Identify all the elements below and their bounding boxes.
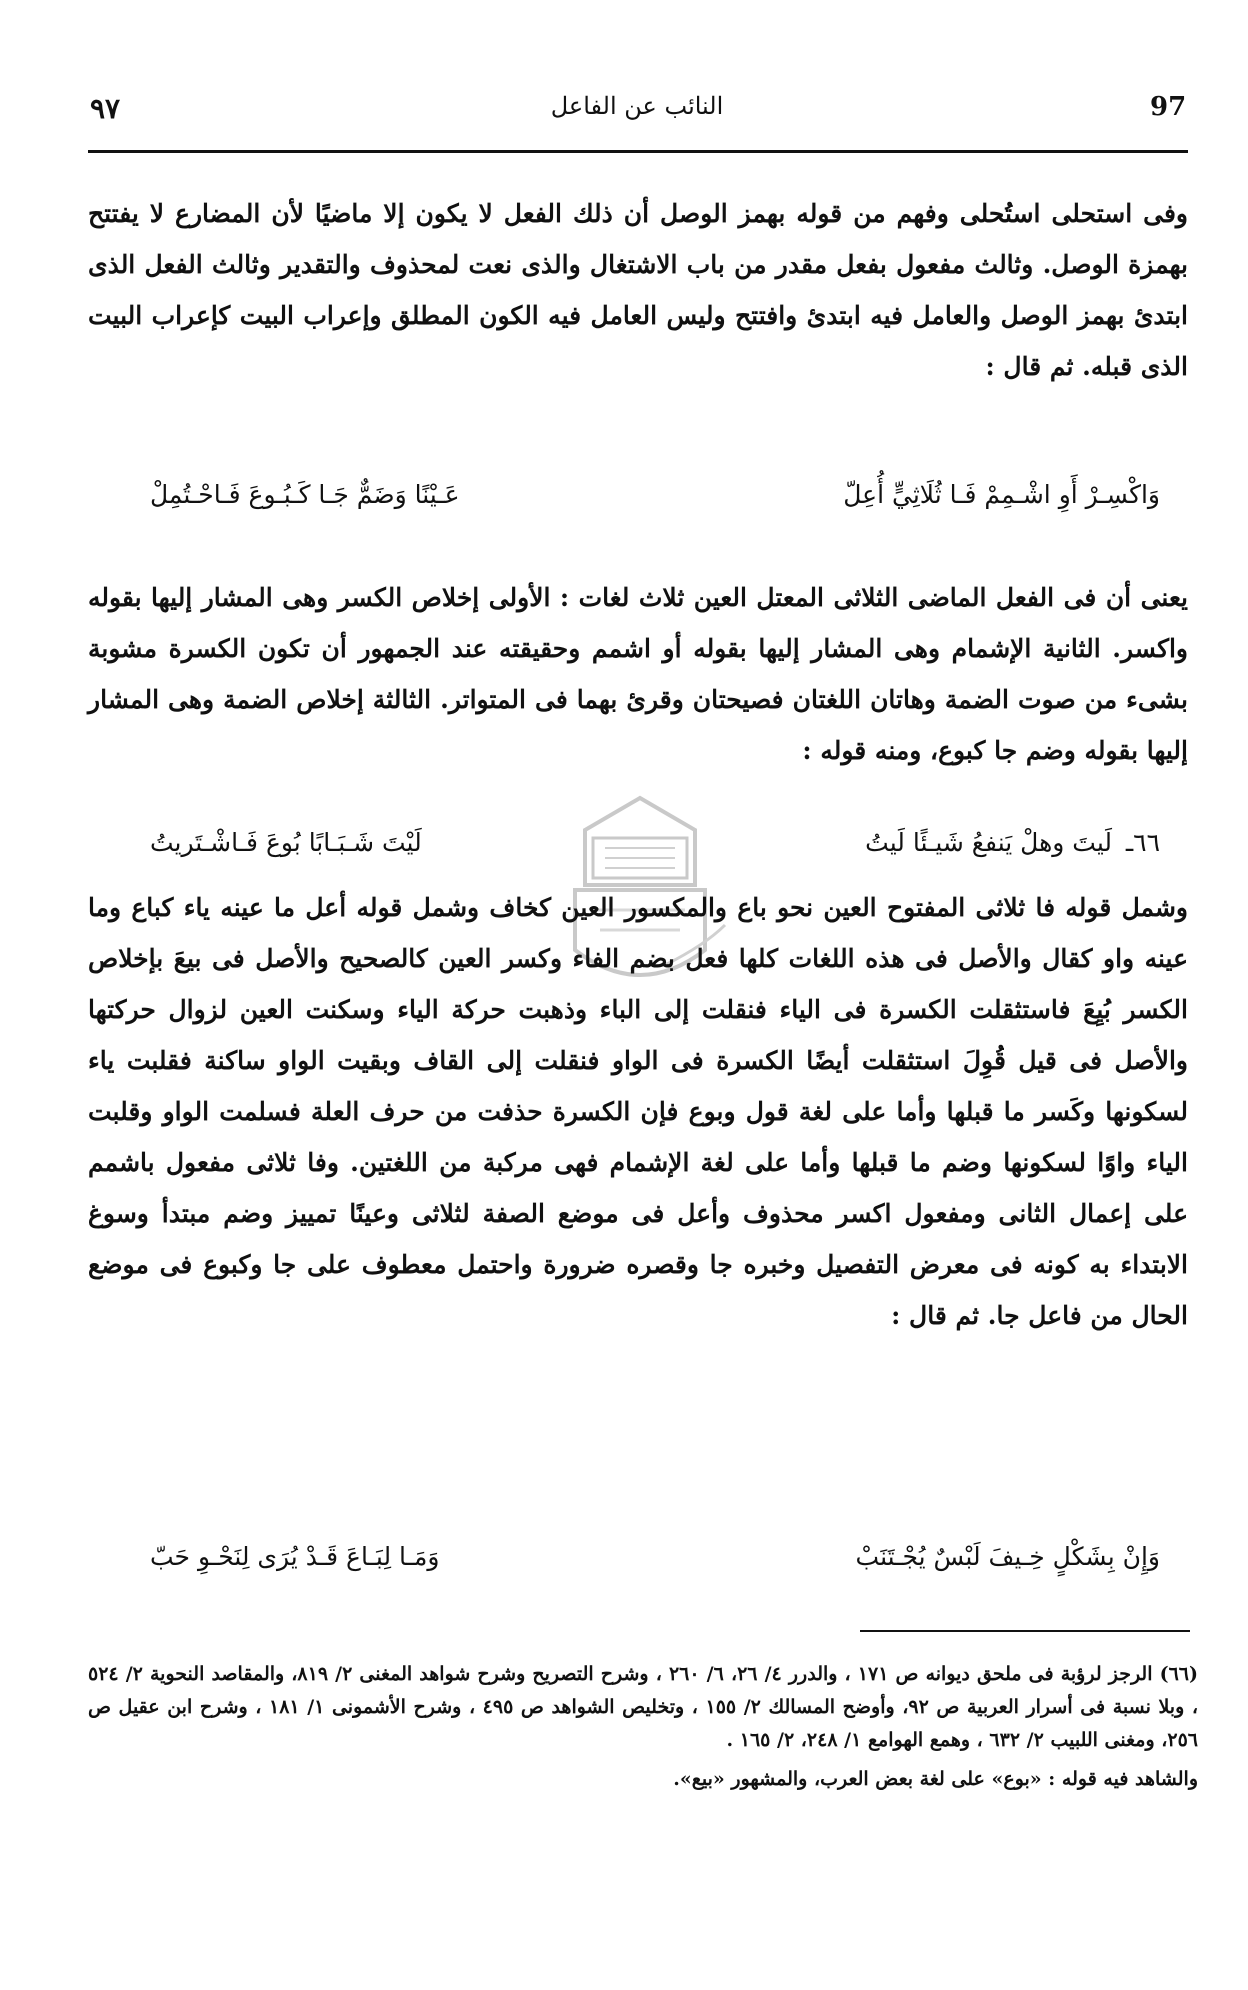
verse-number: ٦٦ـ xyxy=(1125,828,1160,857)
verse-line xyxy=(150,1542,1160,1592)
verse-first-hemistich: لَيتَ وهلْ يَنفعُ شَيـئًا لَيتُ xyxy=(865,828,1112,857)
running-header xyxy=(90,92,1187,132)
verse-first-hemistich: وَإِنْ بِشَكْلٍ خِـيفَ لَبْسٌ يُجْـتَنَبْ xyxy=(855,1542,1160,1571)
verse-second-hemistich: عَـيْنًا وَضَمٌّ جَـا كَـبُـوعَ فَـاحْـتُمِلْ xyxy=(150,480,460,509)
verse-first-hemistich: وَاكْسِـرْ أَوِ اشْـمِمْ فَـا ثُلَاثِيٍّ أُعِلّ xyxy=(843,480,1160,509)
verse-second-hemistich: وَمَـا لِبَـاعَ قَـدْ يُرَى لِنَحْـوِ حَبّ xyxy=(150,1542,440,1571)
verse-second-hemistich: لَيْتَ شَـبَـابًا بُوعَ فَـاشْـتَريتُ xyxy=(150,828,422,857)
page-number-arabic: ٩٧ xyxy=(90,92,121,125)
paragraph: وفى استحلى استُحلى وفهم من قوله بهمز الوصل أن ذلك الفعل لا يكون إلا ماضيًا لأن المضارع لا يفتتح بهمزة الوصل. وثالث مفعول بفعل مقدر من باب الاشتغال والذى نعت لمحذوف والتقدير وثالث الفعل الذى ابتدئ بهمز الوصل والعامل فيه ابتدئ وافتتح وليس العامل فيه الكون المطلق وإعراب البيت كإعراب البيت الذى قبله. ثم قال : xyxy=(88,199,1188,381)
footnote-note: والشاهد فيه قوله : «بوع» على لغة بعض العرب، والمشهور «بيع». xyxy=(673,1768,1198,1790)
footnotes xyxy=(88,1658,1198,1796)
footnote-rule xyxy=(860,1630,1190,1632)
paragraph: وشمل قوله فا ثلاثى المفتوح العين نحو باع والمكسور العين كخاف وشمل قوله أعل ما عينه ياء كباع وما عينه واو كقال والأصل فى هذه اللغات كلها فعل بضم الفاء وكسر العين كالصحيح والأصل فى بيعَ بإخلاص الكسر بُيِعَ فاستثقلت الكسرة فى الياء فنقلت إلى الباء وذهبت حركة الياء وسكنت العين لزوال حركتها والأصل فى قيل قُوِلَ استثقلت أيضًا الكسرة فى الواو فنقلت إلى القاف وبقيت الواو ساكنة فقلبت ياء لسكونها وكَسر ما قبلها وأما على لغة قول وبوع فإن الكسرة حذفت من حرف العلة فسلمت الواو وقلبت الياء واوًا لسكونها وضم ما قبلها وأما على لغة الإشمام فهى مركبة من اللغتين. وفا ثلاثى مفعول باشمم على إعمال الثانى ومفعول اكسر محذوف وأعل فى موضع الصفة لثلاثى وعينًا تمييز وضم مبتدأ وسوغ الابتداء به كونه فى معرض التفصيل وخبره جا وقصره ضرورة واحتمل معطوف على جا وكبوع فى موضع الحال من فاعل جا. ثم قال : xyxy=(88,893,1188,1330)
footnote: (٦٦) الرجز لرؤبة فى ملحق ديوانه ص ١٧١ ، والدرر ٤/ ٢٦، ٦/ ٢٦٠ ، وشرح التصريح وشرح شواهد المغنى ٢/ ٨١٩، والمقاصد النحوية ٢/ ٥٢٤ ، وبلا نسبة فى أسرار العربية ص ٩٢، وأوضح المسالك ٢/ ١٥٥ ، وتخليص الشواهد ص ٤٩٥ ، وشرح الأشمونى ١/ ١٨١ ، وشرح ابن عقيل ص ٢٥٦، ومغنى اللبيب ٢/ ٦٣٢ ، وهمع الهوامع ١/ ٢٤٨، ٢/ ١٦٥ . xyxy=(88,1663,1199,1751)
page-number-latin: 97 xyxy=(1150,92,1187,122)
verse-line xyxy=(150,480,1160,530)
paragraph: يعنى أن فى الفعل الماضى الثلاثى المعتل العين ثلاث لغات : الأولى إخلاص الكسر وهى المشار إليها بقوله واكسر. الثانية الإشمام وهى المشار إليها بقوله أو اشمم وحقيقته عند الجمهور أن تكون الكسرة مشوبة بشىء من صوت الضمة وهاتان اللغتان فصيحتان وقرئ بهما فى المتواتر. الثالثة إخلاص الضمة وهى المشار إليها بقوله وضم جا كبوع، ومنه قوله : xyxy=(88,583,1188,765)
chapter-title: النائب عن الفاعل xyxy=(550,92,724,120)
header-rule xyxy=(88,150,1188,153)
